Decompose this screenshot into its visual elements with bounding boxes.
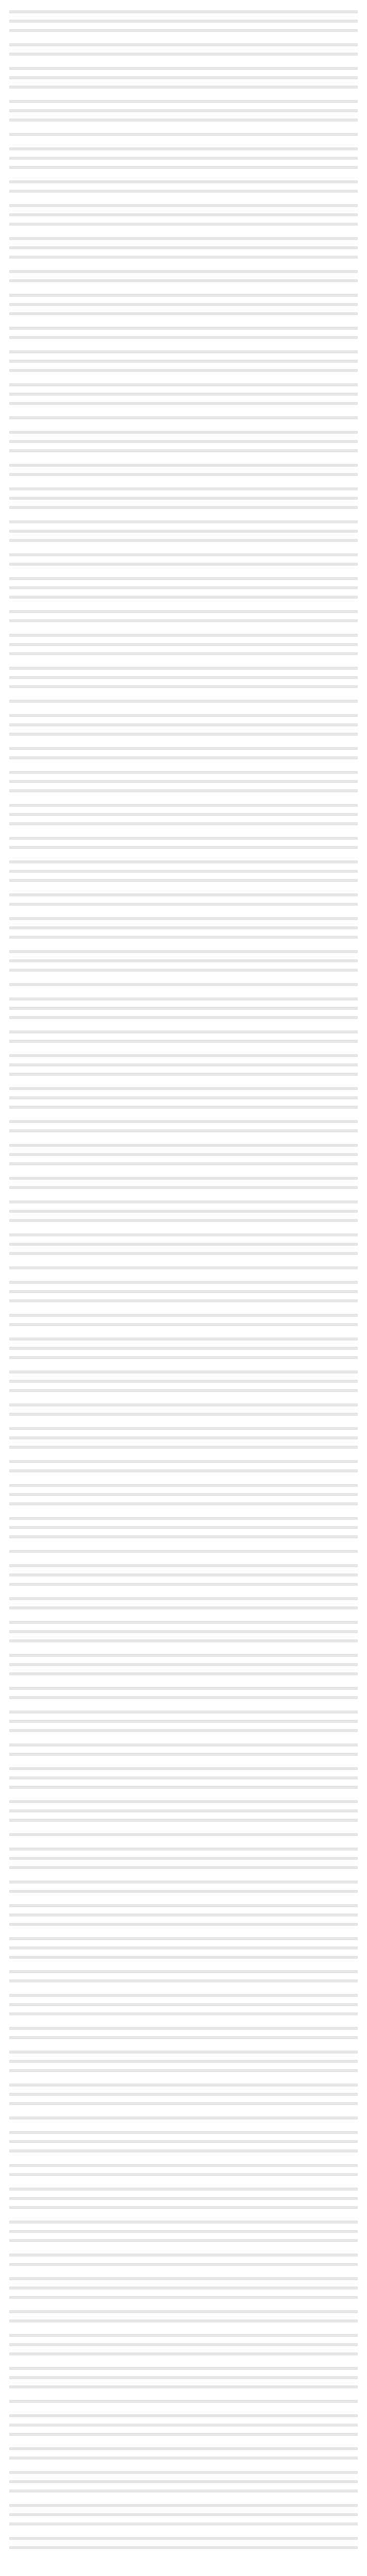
article-paragraph — [9, 461, 358, 479]
article-paragraph — [9, 380, 358, 408]
article-paragraph — [9, 801, 358, 828]
article-paragraph — [9, 1967, 358, 1986]
article-body — [9, 7, 358, 2552]
article-paragraph — [9, 347, 358, 375]
article-paragraph — [9, 2047, 358, 2075]
article-paragraph — [9, 631, 358, 658]
article-paragraph — [9, 1547, 358, 1556]
article-paragraph — [9, 1400, 358, 1419]
article-paragraph — [9, 2250, 358, 2269]
article-paragraph — [9, 40, 358, 59]
article-paragraph — [9, 1991, 358, 2019]
article-paragraph — [9, 291, 358, 318]
article-paragraph — [9, 890, 358, 909]
article-paragraph — [9, 1367, 358, 1395]
article-paragraph — [9, 1311, 358, 1329]
article-paragraph — [9, 1740, 358, 1759]
article-paragraph — [9, 517, 358, 545]
article-paragraph — [9, 697, 358, 706]
article-paragraph — [9, 1934, 358, 1962]
article-paragraph — [9, 2444, 358, 2463]
article-paragraph — [9, 413, 358, 422]
article-paragraph — [9, 1334, 358, 1362]
article-paragraph — [9, 201, 358, 229]
article-paragraph — [9, 1051, 358, 1079]
article-paragraph — [9, 234, 358, 262]
article-paragraph — [9, 1117, 358, 1136]
article-paragraph — [9, 2364, 358, 2392]
article-paragraph — [9, 550, 358, 569]
article-paragraph — [9, 1263, 358, 1273]
article-paragraph — [9, 607, 358, 625]
article-paragraph — [9, 994, 358, 1022]
article-paragraph — [9, 857, 358, 885]
article-paragraph — [9, 324, 358, 342]
article-paragraph — [9, 1844, 358, 1872]
article-paragraph — [9, 428, 358, 455]
article-paragraph — [9, 1618, 358, 1646]
article-paragraph — [9, 2161, 358, 2179]
article-paragraph — [9, 2024, 358, 2042]
article-paragraph — [9, 2468, 358, 2496]
article-paragraph — [9, 1481, 358, 1509]
article-paragraph — [9, 1901, 358, 1929]
article-paragraph — [9, 1174, 358, 1192]
article-paragraph — [9, 914, 358, 942]
article-paragraph — [9, 2397, 358, 2406]
article-paragraph — [9, 1230, 358, 1258]
article-paragraph — [9, 1424, 358, 1452]
article-paragraph — [9, 1797, 358, 1825]
article-paragraph — [9, 144, 358, 172]
article-paragraph — [9, 2501, 358, 2529]
article-paragraph — [9, 1707, 358, 1735]
article-paragraph — [9, 7, 358, 35]
article-paragraph — [9, 1457, 358, 1476]
article-paragraph — [9, 744, 358, 762]
article-paragraph — [9, 2184, 358, 2212]
article-paragraph — [9, 980, 358, 989]
article-paragraph — [9, 2534, 358, 2552]
article-paragraph — [9, 2217, 358, 2245]
article-paragraph — [9, 2331, 358, 2359]
article-paragraph — [9, 947, 358, 975]
article-paragraph — [9, 1594, 358, 1613]
article-paragraph — [9, 711, 358, 739]
article-paragraph — [9, 664, 358, 691]
article-paragraph — [9, 2411, 358, 2439]
article-paragraph — [9, 2307, 358, 2326]
article-paragraph — [9, 2128, 358, 2156]
article-paragraph — [9, 1278, 358, 1306]
article-paragraph — [9, 1197, 358, 1225]
article-paragraph — [9, 177, 358, 196]
article-paragraph — [9, 1141, 358, 1168]
article-paragraph — [9, 64, 358, 92]
article-paragraph — [9, 1027, 358, 1046]
article-paragraph — [9, 768, 358, 795]
article-paragraph — [9, 1561, 358, 1589]
article-paragraph — [9, 1877, 358, 1896]
article-paragraph — [9, 1651, 358, 1679]
article-paragraph — [9, 267, 358, 285]
article-paragraph — [9, 834, 358, 852]
article-paragraph — [9, 1084, 358, 1112]
article-paragraph — [9, 484, 358, 512]
article-paragraph — [9, 97, 358, 125]
article-paragraph — [9, 1764, 358, 1792]
article-paragraph — [9, 1514, 358, 1541]
article-paragraph — [9, 2113, 358, 2123]
article-paragraph — [9, 1684, 358, 1702]
article-paragraph — [9, 1830, 358, 1839]
article-paragraph — [9, 2274, 358, 2302]
article-paragraph — [9, 574, 358, 602]
article-paragraph — [9, 2080, 358, 2108]
article-paragraph — [9, 130, 358, 139]
